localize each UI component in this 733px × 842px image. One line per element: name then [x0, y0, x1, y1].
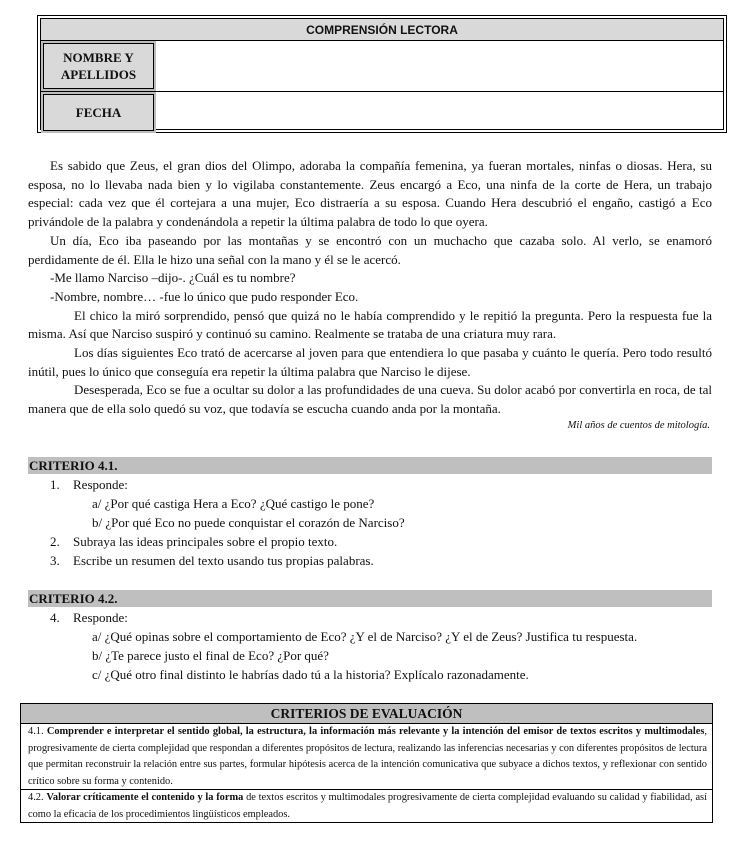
dialogue-line-1: -Me llamo Narciso –dijo-. ¿Cuál es tu nombre? [50, 270, 296, 286]
criterio-4-1-questions [28, 475, 712, 570]
evaluation-title: CRITERIOS DE EVALUACIÓN [21, 704, 712, 724]
paragraph-5: Desesperada, Eco se fue a ocultar su dolor a las profundidades de una cueva. Su dolor acabó por convertirla en roca, de tal manera que de ella solo quedó su voz, que todavía se escucha cuando anda por la montaña. [28, 382, 712, 417]
date-field[interactable] [156, 92, 723, 133]
question-4: 4. Responde: [50, 610, 128, 625]
criterio-4-1-header: CRITERIO 4.1. [28, 457, 712, 474]
date-row [41, 92, 723, 133]
dialogue-line-2: -Nombre, nombre… -fue lo único que pudo responder Eco. [50, 288, 359, 304]
paragraph-3: El chico la miró sorprendido, pensó que quizá no le había comprendido y le repitió la pregunta. Pero la respuesta fue la misma. Así que Narciso suspiró y continuó su camino. Realmente se trataba de una criatura muy rara. [28, 307, 712, 342]
paragraph-1: Es sabido que Zeus, el gran dios del Olimpo, adoraba la compañía femenina, ya fueran mortales, ninfas o diosas. Hera, su esposa, no lo llevaba nada bien y lo vigilaba constantemente. Zeus encargó a Eco, una ninfa de la corte de Hera, un trabajo especial: cada vez que él cortejara a una mujer, Eco distraería a su esposa. Cuando Hera descubrió el engaño, castigó a Eco privándole de la palabra y condenándola a repetir la última palabra de todo lo que oyera. [28, 158, 712, 230]
student-info-table [37, 15, 727, 133]
reading-passage [28, 157, 712, 433]
paragraph-2: Un día, Eco iba paseando por las montañas y se encontró con un muchacho que cazaba solo. Al verlo, se enamoró perdidamente de él. Ella le hizo una señal con la mano y él se le acercó. [28, 232, 712, 267]
question-1: 1. Responde: [50, 477, 128, 492]
name-row [41, 41, 723, 92]
date-label: FECHA [41, 92, 156, 133]
criterion-4-1-description: 4.1. Comprender e interpretar el sentido global, la estructura, la información más relevante y la intención del emisor de textos escritos y multimodales, progresivamente de cierta complejidad que respondan a diferentes propósitos de lectura, realizando las inferencias necesarias y con diferentes propósitos de lectura que permitan reconstruir la relación entre sus partes, formular hipótesis acerca de la intención comunicativa que subyace a dichos textos, y reflexionar con sentido crítico sobre su forma y contenido. [21, 724, 712, 790]
question-4a: a/ ¿Qué opinas sobre el comportamiento de Eco? ¿Y el de Narciso? ¿Y el de Zeus? Justifica tu respuesta. [92, 629, 638, 644]
question-1a: a/ ¿Por qué castiga Hera a Eco? ¿Qué castigo le pone? [92, 496, 375, 511]
evaluation-criteria-table [20, 703, 713, 823]
criterio-4-2-questions [28, 608, 712, 684]
worksheet-title: COMPRENSIÓN LECTORA [41, 19, 723, 41]
name-field[interactable] [156, 41, 723, 91]
question-1b: b/ ¿Por qué Eco no puede conquistar el corazón de Narciso? [92, 515, 405, 530]
question-2: 2. Subraya las ideas principales sobre el propio texto. [50, 534, 338, 549]
source-citation: Mil años de cuentos de mitología. [567, 419, 710, 431]
name-label: NOMBRE Y APELLIDOS [41, 41, 156, 91]
question-4c: c/ ¿Qué otro final distinto le habrías dado tú a la historia? Explícalo razonadamente. [92, 667, 529, 682]
criterion-4-2-description: 4.2. Valorar críticamente el contenido y la forma de textos escritos y multimodales progresivamente de cierta complejidad evaluando su calidad y fiabilidad, así como la eficacia de los procedimientos lingüísticos empleados. [28, 792, 707, 820]
question-4b: b/ ¿Te parece justo el final de Eco? ¿Por qué? [92, 648, 329, 663]
paragraph-4: Los días siguientes Eco trató de acercarse al joven para que entendiera lo que pasaba y cuánto le quería. Pero todo resultó inútil, pues lo único que conseguía era repetir la última palabra que Narciso le dijese. [28, 345, 712, 379]
question-3: 3. Escribe un resumen del texto usando tus propias palabras. [50, 553, 374, 568]
criterio-4-2-header: CRITERIO 4.2. [28, 590, 712, 607]
